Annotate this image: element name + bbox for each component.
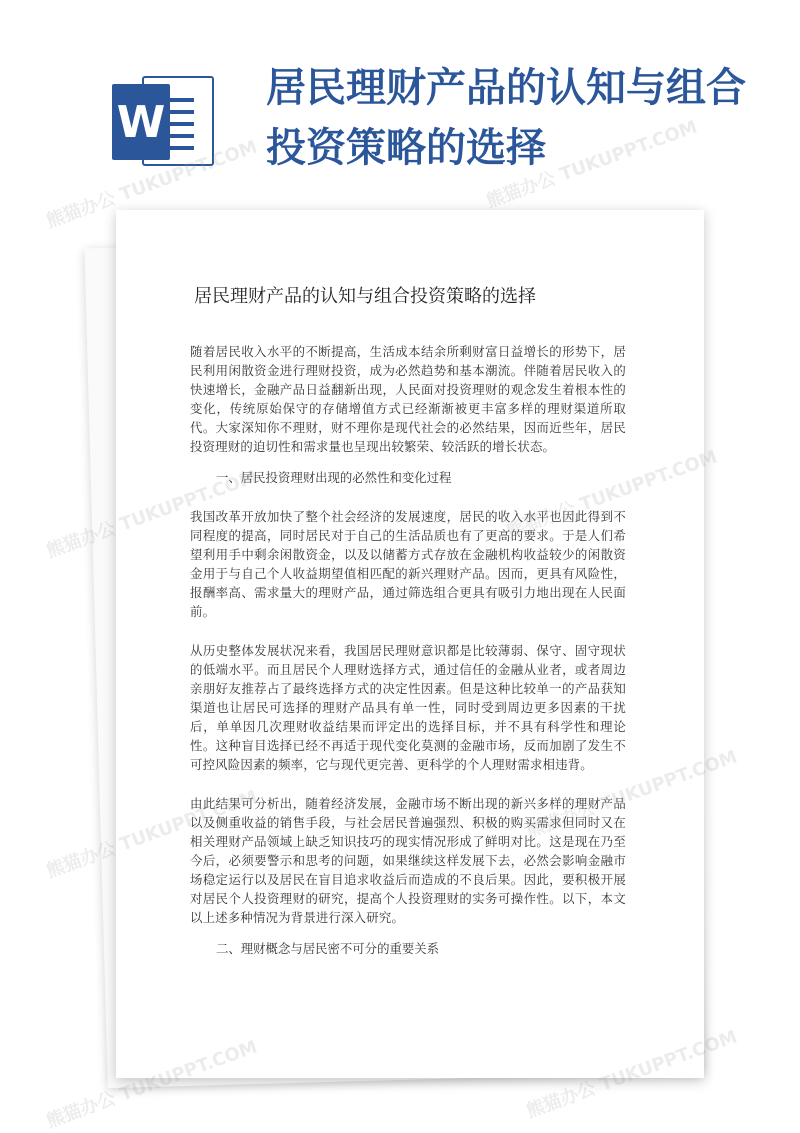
document-title: 居民理财产品的认知与组合投资策略的选择 bbox=[194, 286, 536, 307]
word-letter-badge: W bbox=[112, 84, 170, 160]
paragraph: 随着居民收入水平的不断提高，生活成本结余所剩财富日益增长的形势下，居民利用闲散资金进行理财投资，成为必然趋势和基本潮流。伴随着居民收入的快速增长，金融产品日益翻新出现，人民面对投资理财的观念发生着根本性的变化，传统原始保守的存储增值方式已经渐渐被更丰富多样的理财渠道所取代。大家深知你不理财，财不理你是现代社会的必然结果，因而近些年，居民投资理财的迫切性和需求量也呈现出较繁荣、较活跃的增长状态。 bbox=[190, 344, 626, 454]
document-body bbox=[190, 342, 626, 958]
watermark-text: 熊猫办公 bbox=[523, 1077, 599, 1123]
section-heading: 一、居民投资理财出现的必然性和变化过程 bbox=[216, 470, 452, 485]
watermark-text: 熊猫办公 bbox=[43, 517, 119, 563]
watermark-text: 熊猫办公 TUKUPPT.COM bbox=[483, 116, 701, 213]
header bbox=[0, 0, 800, 200]
document-page bbox=[116, 210, 704, 1078]
word-document-icon bbox=[112, 72, 216, 170]
watermark-text: 熊猫办公 TUKUPPT.COM bbox=[43, 136, 261, 233]
watermark-text: 熊猫办公 bbox=[43, 837, 119, 883]
watermark-text: 熊猫办公 bbox=[43, 1087, 119, 1133]
section-heading: 二、理财概念与居民密不可分的重要关系 bbox=[216, 941, 440, 956]
paragraph: 由此结果可分析出，随着经济发展，金融市场不断出现的新兴多样的理财产品以及侧重收益的销售手段，与社会居民普遍强烈、积极的购买需求但同时又在相关理财产品领域上缺乏知识技巧的现实情况形成了鲜明对比。这是现在乃至今后，必须要警示和思考的问题，如果继续这样发展下去，必然会影响金融市场稳定运行以及居民在盲目追求收益后而造成的不良后果。因此，要积极开展对居民个人投资理财的研究，提高个人投资理财的实务可操作性。以下，本文以上述多种情况为背景进行深入研究。 bbox=[190, 796, 626, 925]
header-title: 居民理财产品的认知与组合投资策略的选择 bbox=[266, 65, 746, 171]
paragraph: 我国改革开放加快了整个社会经济的发展速度，居民的收入水平也因此得到不同程度的提高，同时居民对于自己的生活品质也有了更高的要求。于是人们希望利用手中剩余闲散资金，以及以储蓄方式存放在金融机构收益较少的闲散资金用于与自己个人收益期望值相匹配的新兴理财产品。因而，更具有风险性，报酬率高、需求量大的理财产品，通过筛选组合更具有吸引力地出现在人民面前。 bbox=[190, 509, 626, 619]
paragraph: 从历史整体发展状况来看，我国居民理财意识都是比较薄弱、保守、固守现状的低端水平。而且居民个人理财选择方式，通过信任的金融从业者，或者周边亲朋好友推荐占了最终选择方式的决定性因素。但是这种比较单一的产品获知渠道也让居民可选择的理财产品具有单一性，同时受到周边更多因素的干扰后，单单因几次理财收益结果而评定出的选择目标，并不具有科学性和理论性。这种盲目选择已经不再适于现代变化莫测的金融市场，反而加剧了发生不可控风险因素的频率，它与现代更完善、更科学的个人理财需求相违背。 bbox=[190, 643, 626, 772]
